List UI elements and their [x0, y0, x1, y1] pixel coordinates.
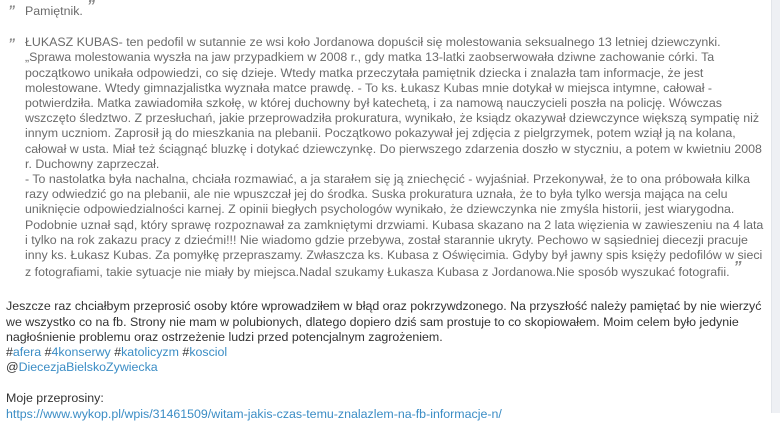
- hashtag-label: kosciol: [189, 345, 228, 360]
- hashtag-kosciol[interactable]: [182, 345, 227, 359]
- close-quote-icon: ”: [733, 259, 742, 277]
- hash-symbol: #: [44, 345, 52, 360]
- close-quote-icon: ”: [86, 0, 95, 15]
- hash-symbol: #: [6, 345, 13, 360]
- mention-diecezja[interactable]: [6, 360, 158, 374]
- quote-text: Pamiętnik.: [25, 4, 83, 18]
- post-content: [6, 0, 766, 422]
- hashtag-4konserwy[interactable]: [45, 345, 111, 359]
- quote-paragraph-text: - To nastolatka była nachalna, chciała rozmawiać, a ja starałem się ją zniechęcić - wyjaśniał. Przekonywał, że to ona próbowała kilka razy odwiedzić go na plebanii, ale nie wpuszczał jej do środka. Suska prokuratura uznała, że to była tylko wersja mająca na celu uniknięcie odpowiedzialności karnej. Z opinii biegłych psychologów wynikało, że dziewczynka nie zmyśla historii, jest wiarygodna. Podobnie uznał sąd, który sprawę rozpoznawał za zamkniętymi drzwiami. Kubasa skazano na 2 lata więzienia w zawieszeniu na 4 lata i tylko na rok zakazu pracy z dziećmi!!! Nie wiadomo gdzie przebywa, został starannie ukryty. Pechowo w sąsiedniej diecezji pracuje inny ks. Łukasz Kubas. Za pomyłkę przepraszamy. Zwłaszcza ks. Kubasa z Oświęcimia. Gdyby był jawny spis księży pedofilów w sieci z fotografiami, takie sytuacje nie miały by miejsca.Nadal szukamy Łukasza Kubasa z Jordanowa.Nie sposób wyszukać fotografii.: [25, 172, 764, 280]
- blockquote-diary: [6, 2, 766, 19]
- blockquote-article: [6, 35, 766, 280]
- apology-label: Moje przeprosiny:: [6, 391, 104, 406]
- apology-section: [6, 391, 766, 421]
- quote-paragraph: [25, 172, 766, 280]
- hashtag-label: 4konserwy: [51, 345, 111, 360]
- hashtag-afera[interactable]: [6, 345, 41, 359]
- body-paragraph: Jeszcze raz chciałbym przeprosić osoby które wprowadziłem w błąd oraz pokrzywdzonego. Na przyszłość należy pamiętać by nie wierzyć we wszystko co na fb. Strony nie mam w polubionych, dlatego dopiero dziś sam prostuje to co skopiowałem. Moim celem było jedynie nagłośnienie problemu oraz ostrzeżenie ludzi przed potencjalnym zagrożeniem.: [6, 299, 762, 344]
- hash-symbol: #: [182, 345, 190, 360]
- quote-paragraph: ŁUKASZ KUBAS- ten pedofil w sutannie ze wsi koło Jordanowa dopuścił się molestowania seksualnego 13 letniej dziewczynki. „Sprawa molestowania wyszła na jaw przypadkiem w 2008 r., gdy matka 13-latki zaobserwowała dziwne zachowanie córki. Ta początkowo unikała odpowiedzi, co się dzieje. Wtedy matka przeczytała pamiętnik dziecka i znalazła tam informacje, że jest molestowane. Wtedy gimnazjalistka wyznała matce prawdę. - To ks. Łukasz Kubas mnie dotykał w miejsca intymne, całował - potwierdziła. Matka zawiadomiła szkołę, w której duchowny był katechetą, i za namową nauczycieli poszła na policję. Wówczas wszczęto śledztwo. Z przesłuchań, jakie przeprowadziła prokuratura, wynikało, że ksiądz okazywał dziewczynce większą sympatię niż innym uczniom. Zaprosił ją do mieszkania na plebanii. Początkowo pokazywał jej zdjęcia z pielgrzymek, potem wziął ją na kolana, całował w usta. Miał też ściągnąć bluzkę i dotykać dziewczynkę. Do pierwszego zdarzenia doszło w styczniu, a potem w kwietniu 2008 r. Duchowny zaprzeczał.: [25, 35, 762, 171]
- post-body: [6, 299, 766, 421]
- mention-line: [6, 360, 766, 375]
- hashtag-label: katolicyzm: [121, 345, 179, 360]
- hash-symbol: #: [114, 345, 122, 360]
- at-symbol: @: [6, 360, 19, 375]
- hashtag-list: [6, 345, 766, 360]
- apology-link[interactable]: https://www.wykop.pl/wpis/31461509/witam-jakis-czas-temu-znalazlem-na-fb-informacje-n/: [6, 406, 502, 421]
- scrollbar[interactable]: [771, 0, 780, 413]
- hashtag-katolicyzm[interactable]: [114, 345, 179, 359]
- open-quote-icon: ”: [8, 35, 13, 52]
- mention-label: DiecezjaBielskoZywiecka: [18, 360, 158, 375]
- open-quote-icon: ”: [8, 2, 13, 18]
- hashtag-label: afera: [12, 345, 42, 360]
